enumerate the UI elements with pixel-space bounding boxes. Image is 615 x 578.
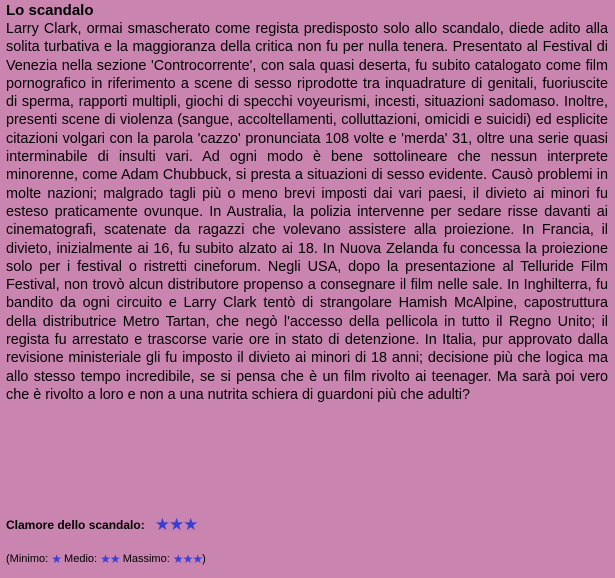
legend-min-star-icon: ★ [51, 552, 61, 566]
article-body: Larry Clark, ormai smascherato come regista predisposto solo allo scandalo, diede adito alla solita turbativa e la maggioranza della critica non fu per nulla tenera. Presentato al Festival di Venezia nella sezione 'Controcorrente', con sala quasi deserta, fu subito catalogato come film pornografico in riferimento a scene di sesso riprodotte tra inquadrature di genitali, fuoriuscite di sperma, rapporti multipli, giochi di specchi voyeurismi, incesti, situazioni sadomaso. Inoltre, presenti scene di violenza (sangue, accoltellamenti, colluttazioni, omicidi e suicidi) ed esplicite citazioni volgari con la parola 'cazzo' pronunciata 108 volte e 'merda' 31, oltre una serie quasi interminabile di insulti vari. Ad ogni modo è bene sottolineare che nessun interprete minorenne, come Adam Chubbuck, si presta a situazioni di sesso evidente. Causò problemi in molte nazioni; malgrado tagli più o meno brevi imposti dai vari paesi, il divieto ai minori fu esteso praticamente ovunque. In Australia, la polizia intervenne per sedare risse davanti ai cinematografi, scatenate da ragazzi che volevano assistere alla proiezione. In Francia, il divieto, inizialmente ai 16, fu subito alzato ai 18. In Nuova Zelanda fu concessa la proiezione solo per i festival o ristretti cineforum. Negli USA, dopo la presentazione al Telluride Film Festival, non trovò alcun distributore propenso a consegnare il film nelle sale. In Inghilterra, fu bandito da ogni circuito e Larry Clark tentò di strangolare Hamish McAlpine, capostruttura della distributrice Metro Tartan, che negò l'accesso della pellicola in tutto il Regno Unito; il regista fu arrestato e trascorse varie ore in stato di detenzione. In Italia, pur approvato dalla revisione ministeriale gli fu imposto il divieto ai minori di 18 anni; decisione più che logica ma allo stesso tempo incredibile, se si pensa che è un film rivolto ai teenager. Ma sarà poi vero che è rivolto a loro e non a una nutrita schiera di guardoni più che adulti? [6, 21, 608, 403]
rating-stars-icon: ★★★ [154, 515, 198, 534]
legend-massimo-stars-icon: ★★★ [172, 552, 203, 566]
legend-close: ) [202, 553, 206, 565]
rating-label: Clamore dello scandalo: [6, 518, 145, 532]
scandal-rating [6, 517, 197, 533]
article-title: Lo scandalo [6, 2, 94, 19]
legend-massimo-label: Massimo: [119, 553, 173, 565]
legend-open: (Minimo: [6, 553, 52, 565]
legend-medio-label: Medio: [61, 553, 101, 565]
legend-medio-stars-icon: ★★ [100, 552, 120, 566]
rating-legend [6, 552, 206, 566]
